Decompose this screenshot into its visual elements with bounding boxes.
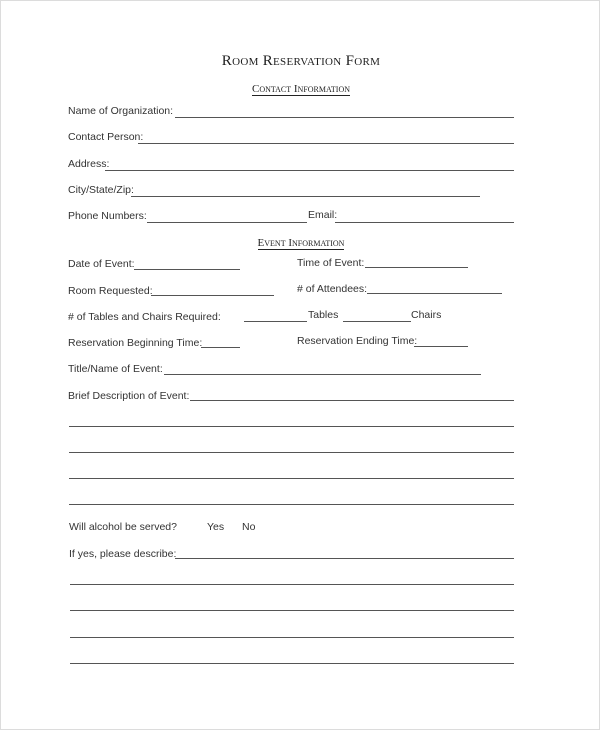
- date-field[interactable]: [134, 269, 240, 270]
- alcohol-describe-field[interactable]: [175, 558, 514, 559]
- attendees-label: # of Attendees:: [297, 283, 368, 295]
- alcohol-yes-option[interactable]: Yes: [207, 521, 225, 533]
- begin-time-label: Reservation Beginning Time:: [68, 337, 203, 349]
- description-line-5[interactable]: [69, 504, 514, 505]
- event-title-field[interactable]: [164, 374, 481, 375]
- time-field[interactable]: [365, 267, 468, 268]
- room-field[interactable]: [151, 295, 274, 296]
- room-label: Room Requested:: [68, 285, 153, 297]
- alcohol-line-4[interactable]: [70, 637, 514, 638]
- contact-person-label: Contact Person:: [68, 131, 144, 143]
- tables-field[interactable]: [244, 321, 307, 322]
- description-field[interactable]: [190, 400, 514, 401]
- description-line-3[interactable]: [69, 452, 514, 453]
- alcohol-line-5[interactable]: [70, 663, 514, 664]
- alcohol-no-option[interactable]: No: [242, 521, 256, 533]
- tables-suffix: Tables: [308, 309, 339, 321]
- organization-field[interactable]: [175, 117, 514, 118]
- phone-field[interactable]: [147, 222, 307, 223]
- description-line-2[interactable]: [69, 426, 514, 427]
- email-label: Email:: [308, 209, 338, 221]
- chairs-field[interactable]: [343, 321, 411, 322]
- address-label: Address:: [68, 158, 110, 170]
- tables-chairs-label: # of Tables and Chairs Required:: [68, 311, 221, 323]
- city-state-zip-label: City/State/Zip:: [68, 184, 134, 196]
- organization-label: Name of Organization:: [68, 105, 174, 117]
- attendees-field[interactable]: [367, 293, 502, 294]
- form-title: Room Reservation Form: [221, 53, 381, 69]
- description-line-4[interactable]: [69, 478, 514, 479]
- address-field[interactable]: [105, 170, 514, 171]
- alcohol-line-3[interactable]: [70, 610, 514, 611]
- event-title-label: Title/Name of Event:: [68, 363, 163, 375]
- phone-label: Phone Numbers:: [68, 210, 147, 222]
- end-time-field[interactable]: [414, 346, 468, 347]
- end-time-label: Reservation Ending Time:: [297, 335, 418, 347]
- alcohol-line-2[interactable]: [70, 584, 514, 585]
- alcohol-describe-label: If yes, please describe:: [69, 548, 177, 560]
- begin-time-field[interactable]: [201, 347, 240, 348]
- date-label: Date of Event:: [68, 258, 135, 270]
- chairs-suffix: Chairs: [411, 309, 442, 321]
- time-label: Time of Event:: [297, 257, 365, 269]
- event-section-heading: Event Information: [257, 237, 345, 249]
- description-label: Brief Description of Event:: [68, 390, 190, 402]
- contact-person-field[interactable]: [138, 143, 514, 144]
- alcohol-question: Will alcohol be served?: [69, 521, 177, 533]
- email-field[interactable]: [335, 222, 514, 223]
- contact-section-heading: Contact Information: [252, 83, 350, 95]
- city-state-zip-field[interactable]: [131, 196, 480, 197]
